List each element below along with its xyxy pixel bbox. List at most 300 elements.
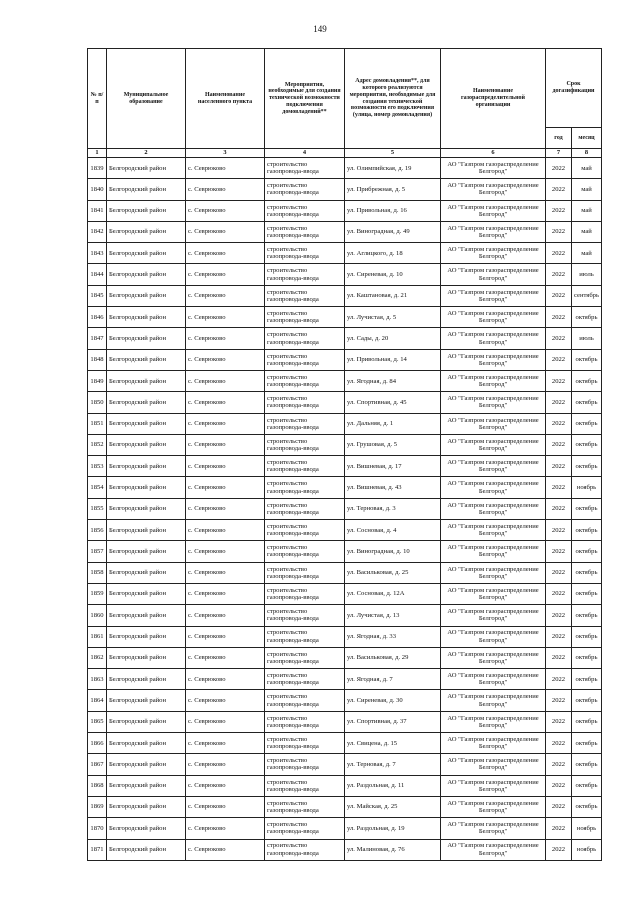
municipality-cell: Белгородский район [107,221,186,242]
address-cell: ул. Ягодная, д. 33 [345,626,441,647]
address-cell: ул. Олимпийская, д. 19 [345,158,441,179]
activity-cell: строительство газопровода-ввода [265,690,345,711]
year-cell: 2022 [546,818,572,839]
organization-cell: АО "Газпром газораспределение Белгород" [441,349,546,370]
table-row [88,158,602,179]
year-cell: 2022 [546,307,572,328]
year-cell: 2022 [546,434,572,455]
year-cell: 2022 [546,456,572,477]
row-number: 1842 [88,221,107,242]
table-row [88,434,602,455]
header-settlement: Наименование населенного пункта [186,49,265,149]
settlement-cell: с. Севрюково [186,754,265,775]
address-cell: ул. Ягодная, д. 84 [345,370,441,391]
header-deadline: Срок догазификации [546,49,602,128]
year-cell: 2022 [546,839,572,860]
settlement-cell: с. Севрюково [186,541,265,562]
month-cell: октябрь [572,690,602,711]
organization-cell: АО "Газпром газораспределение Белгород" [441,796,546,817]
address-cell: ул. Майская, д. 25 [345,796,441,817]
header-activity: Мероприятия, необходимые для создания технической возможности подключения домовладений** [265,49,345,149]
activity-cell: строительство газопровода-ввода [265,498,345,519]
address-cell: ул. Грушовая, д. 5 [345,434,441,455]
row-number: 1851 [88,413,107,434]
address-cell: ул. Лучистая, д. 5 [345,307,441,328]
settlement-cell: с. Севрюково [186,605,265,626]
address-cell: ул. Сосновая, д. 4 [345,520,441,541]
organization-cell: АО "Газпром газораспределение Белгород" [441,626,546,647]
municipality-cell: Белгородский район [107,754,186,775]
settlement-cell: с. Севрюково [186,307,265,328]
organization-cell: АО "Газпром газораспределение Белгород" [441,498,546,519]
row-number: 1861 [88,626,107,647]
settlement-cell: с. Севрюково [186,690,265,711]
activity-cell: строительство газопровода-ввода [265,583,345,604]
address-cell: ул. Каштановая, д. 21 [345,285,441,306]
address-cell: ул. Малиновая, д. 76 [345,839,441,860]
organization-cell: АО "Газпром газораспределение Белгород" [441,520,546,541]
column-number: 4 [265,149,345,158]
year-cell: 2022 [546,647,572,668]
organization-cell: АО "Газпром газораспределение Белгород" [441,711,546,732]
table-row [88,392,602,413]
activity-cell: строительство газопровода-ввода [265,520,345,541]
row-number: 1863 [88,669,107,690]
month-cell: ноябрь [572,839,602,860]
column-number: 8 [572,149,602,158]
month-cell: май [572,179,602,200]
municipality-cell: Белгородский район [107,839,186,860]
row-number: 1852 [88,434,107,455]
municipality-cell: Белгородский район [107,370,186,391]
row-number: 1858 [88,562,107,583]
municipality-cell: Белгородский район [107,818,186,839]
table-row [88,520,602,541]
month-cell: октябрь [572,307,602,328]
header-num: № п/п [88,49,107,149]
month-cell: октябрь [572,605,602,626]
table-row [88,690,602,711]
row-number: 1865 [88,711,107,732]
table-row [88,285,602,306]
header-year: год [546,128,572,149]
activity-cell: строительство газопровода-ввода [265,647,345,668]
table-row [88,370,602,391]
row-number: 1869 [88,796,107,817]
address-cell: ул. Васильковая, д. 25 [345,562,441,583]
organization-cell: АО "Газпром газораспределение Белгород" [441,839,546,860]
municipality-cell: Белгородский район [107,669,186,690]
address-cell: ул. Спортивная, д. 37 [345,711,441,732]
month-cell: октябрь [572,754,602,775]
row-number: 1847 [88,328,107,349]
settlement-cell: с. Севрюково [186,328,265,349]
organization-cell: АО "Газпром газораспределение Белгород" [441,264,546,285]
address-cell: ул. Аглицкого, д. 18 [345,243,441,264]
activity-cell: строительство газопровода-ввода [265,370,345,391]
activity-cell: строительство газопровода-ввода [265,243,345,264]
table-row [88,328,602,349]
address-cell: ул. Сосновая, д. 12А [345,583,441,604]
month-cell: ноябрь [572,477,602,498]
month-cell: сентябрь [572,285,602,306]
organization-cell: АО "Газпром газораспределение Белгород" [441,200,546,221]
row-number: 1856 [88,520,107,541]
organization-cell: АО "Газпром газораспределение Белгород" [441,775,546,796]
activity-cell: строительство газопровода-ввода [265,605,345,626]
organization-cell: АО "Газпром газораспределение Белгород" [441,541,546,562]
organization-cell: АО "Газпром газораспределение Белгород" [441,434,546,455]
activity-cell: строительство газопровода-ввода [265,392,345,413]
settlement-cell: с. Севрюково [186,179,265,200]
settlement-cell: с. Севрюково [186,583,265,604]
organization-cell: АО "Газпром газораспределение Белгород" [441,754,546,775]
municipality-cell: Белгородский район [107,413,186,434]
month-cell: октябрь [572,370,602,391]
address-cell: ул. Вишневая, д. 43 [345,477,441,498]
organization-cell: АО "Газпром газораспределение Белгород" [441,221,546,242]
month-cell: октябрь [572,413,602,434]
row-number: 1853 [88,456,107,477]
table-row [88,626,602,647]
table-row [88,562,602,583]
settlement-cell: с. Севрюково [186,520,265,541]
municipality-cell: Белгородский район [107,392,186,413]
settlement-cell: с. Севрюково [186,818,265,839]
address-cell: ул. Ягодная, д. 7 [345,669,441,690]
address-cell: ул. Вишневая, д. 17 [345,456,441,477]
address-cell: ул. Терновая, д. 3 [345,498,441,519]
year-cell: 2022 [546,754,572,775]
column-number: 2 [107,149,186,158]
municipality-cell: Белгородский район [107,562,186,583]
month-cell: октябрь [572,669,602,690]
table-row [88,243,602,264]
year-cell: 2022 [546,605,572,626]
address-cell: ул. Терновая, д. 7 [345,754,441,775]
month-cell: октябрь [572,434,602,455]
year-cell: 2022 [546,392,572,413]
year-cell: 2022 [546,179,572,200]
activity-cell: строительство газопровода-ввода [265,328,345,349]
row-number: 1849 [88,370,107,391]
municipality-cell: Белгородский район [107,285,186,306]
municipality-cell: Белгородский район [107,200,186,221]
municipality-cell: Белгородский район [107,711,186,732]
municipality-cell: Белгородский район [107,477,186,498]
municipality-cell: Белгородский район [107,583,186,604]
municipality-cell: Белгородский район [107,775,186,796]
activity-cell: строительство газопровода-ввода [265,264,345,285]
activity-cell: строительство газопровода-ввода [265,456,345,477]
month-cell: октябрь [572,392,602,413]
year-cell: 2022 [546,158,572,179]
municipality-cell: Белгородский район [107,349,186,370]
row-number: 1846 [88,307,107,328]
address-cell: ул. Сиреневая, д. 10 [345,264,441,285]
row-number: 1855 [88,498,107,519]
row-number: 1850 [88,392,107,413]
organization-cell: АО "Газпром газораспределение Белгород" [441,158,546,179]
month-cell: июль [572,264,602,285]
month-cell: октябрь [572,541,602,562]
table-row [88,498,602,519]
row-number: 1868 [88,775,107,796]
municipality-cell: Белгородский район [107,626,186,647]
activity-cell: строительство газопровода-ввода [265,626,345,647]
activity-cell: строительство газопровода-ввода [265,307,345,328]
month-cell: октябрь [572,583,602,604]
table-row [88,179,602,200]
table-row [88,839,602,860]
municipality-cell: Белгородский район [107,179,186,200]
month-cell: октябрь [572,711,602,732]
table-row [88,818,602,839]
address-cell: ул. Сады, д. 20 [345,328,441,349]
month-cell: май [572,221,602,242]
year-cell: 2022 [546,370,572,391]
settlement-cell: с. Севрюково [186,413,265,434]
municipality-cell: Белгородский район [107,328,186,349]
column-number: 7 [546,149,572,158]
address-cell: ул. Виноградная, д. 49 [345,221,441,242]
organization-cell: АО "Газпром газораспределение Белгород" [441,605,546,626]
settlement-cell: с. Севрюково [186,200,265,221]
settlement-cell: с. Севрюково [186,456,265,477]
municipality-cell: Белгородский район [107,520,186,541]
settlement-cell: с. Севрюково [186,562,265,583]
year-cell: 2022 [546,328,572,349]
address-cell: ул. Виноградная, д. 10 [345,541,441,562]
municipality-cell: Белгородский район [107,307,186,328]
year-cell: 2022 [546,349,572,370]
row-number: 1862 [88,647,107,668]
settlement-cell: с. Севрюково [186,477,265,498]
table-row [88,605,602,626]
table-row [88,413,602,434]
month-cell: октябрь [572,456,602,477]
municipality-cell: Белгородский район [107,541,186,562]
year-cell: 2022 [546,775,572,796]
organization-cell: АО "Газпром газораспределение Белгород" [441,647,546,668]
organization-cell: АО "Газпром газораспределение Белгород" [441,733,546,754]
month-cell: июль [572,328,602,349]
organization-cell: АО "Газпром газораспределение Белгород" [441,690,546,711]
activity-cell: строительство газопровода-ввода [265,733,345,754]
month-cell: октябрь [572,647,602,668]
organization-cell: АО "Газпром газораспределение Белгород" [441,370,546,391]
row-number: 1864 [88,690,107,711]
column-number: 6 [441,149,546,158]
row-number: 1839 [88,158,107,179]
table-row [88,456,602,477]
year-cell: 2022 [546,221,572,242]
activity-cell: строительство газопровода-ввода [265,477,345,498]
activity-cell: строительство газопровода-ввода [265,434,345,455]
municipality-cell: Белгородский район [107,605,186,626]
settlement-cell: с. Севрюково [186,775,265,796]
table-row [88,307,602,328]
row-number: 1845 [88,285,107,306]
column-number: 3 [186,149,265,158]
settlement-cell: с. Севрюково [186,796,265,817]
table-row [88,733,602,754]
settlement-cell: с. Севрюково [186,392,265,413]
year-cell: 2022 [546,711,572,732]
table-row [88,796,602,817]
month-cell: май [572,158,602,179]
year-cell: 2022 [546,733,572,754]
row-number: 1857 [88,541,107,562]
header-organization: Наименование газораспределительной организации [441,49,546,149]
month-cell: октябрь [572,520,602,541]
month-cell: октябрь [572,626,602,647]
address-cell: ул. Васильковая, д. 29 [345,647,441,668]
settlement-cell: с. Севрюково [186,434,265,455]
settlement-cell: с. Севрюково [186,711,265,732]
row-number: 1859 [88,583,107,604]
organization-cell: АО "Газпром газораспределение Белгород" [441,477,546,498]
municipality-cell: Белгородский район [107,690,186,711]
year-cell: 2022 [546,541,572,562]
activity-cell: строительство газопровода-ввода [265,285,345,306]
activity-cell: строительство газопровода-ввода [265,775,345,796]
month-cell: май [572,200,602,221]
organization-cell: АО "Газпром газораспределение Белгород" [441,328,546,349]
column-number-row [88,149,602,158]
organization-cell: АО "Газпром газораспределение Белгород" [441,583,546,604]
column-number: 5 [345,149,441,158]
activity-cell: строительство газопровода-ввода [265,158,345,179]
header-municipality: Муниципальное образование [107,49,186,149]
settlement-cell: с. Севрюково [186,158,265,179]
address-cell: ул. Раздольная, д. 19 [345,818,441,839]
row-number: 1860 [88,605,107,626]
settlement-cell: с. Севрюково [186,264,265,285]
address-cell: ул. Спортивная, д. 45 [345,392,441,413]
address-cell: ул. Привольная, д. 14 [345,349,441,370]
year-cell: 2022 [546,520,572,541]
year-cell: 2022 [546,562,572,583]
settlement-cell: с. Севрюково [186,839,265,860]
table-row [88,264,602,285]
activity-cell: строительство газопровода-ввода [265,541,345,562]
settlement-cell: с. Севрюково [186,370,265,391]
organization-cell: АО "Газпром газораспределение Белгород" [441,413,546,434]
settlement-cell: с. Севрюково [186,733,265,754]
organization-cell: АО "Газпром газораспределение Белгород" [441,392,546,413]
municipality-cell: Белгородский район [107,456,186,477]
year-cell: 2022 [546,413,572,434]
table-row [88,541,602,562]
activity-cell: строительство газопровода-ввода [265,221,345,242]
organization-cell: АО "Газпром газораспределение Белгород" [441,818,546,839]
row-number: 1843 [88,243,107,264]
activity-cell: строительство газопровода-ввода [265,562,345,583]
year-cell: 2022 [546,477,572,498]
month-cell: октябрь [572,796,602,817]
table-row [88,221,602,242]
organization-cell: АО "Газпром газораспределение Белгород" [441,307,546,328]
month-cell: май [572,243,602,264]
activity-cell: строительство газопровода-ввода [265,413,345,434]
settlement-cell: с. Севрюково [186,349,265,370]
row-number: 1848 [88,349,107,370]
activity-cell: строительство газопровода-ввода [265,179,345,200]
month-cell: октябрь [572,775,602,796]
activity-cell: строительство газопровода-ввода [265,200,345,221]
settlement-cell: с. Севрюково [186,498,265,519]
settlement-cell: с. Севрюково [186,243,265,264]
table-row [88,711,602,732]
address-cell: ул. Свицена, д. 15 [345,733,441,754]
municipality-cell: Белгородский район [107,243,186,264]
municipality-cell: Белгородский район [107,647,186,668]
row-number: 1870 [88,818,107,839]
table-row [88,349,602,370]
row-number: 1844 [88,264,107,285]
municipality-cell: Белгородский район [107,498,186,519]
address-cell: ул. Дальняя, д. 1 [345,413,441,434]
activity-cell: строительство газопровода-ввода [265,669,345,690]
organization-cell: АО "Газпром газораспределение Белгород" [441,456,546,477]
year-cell: 2022 [546,285,572,306]
organization-cell: АО "Газпром газораспределение Белгород" [441,179,546,200]
organization-cell: АО "Газпром газораспределение Белгород" [441,562,546,583]
row-number: 1854 [88,477,107,498]
month-cell: октябрь [572,498,602,519]
table-row [88,669,602,690]
municipality-cell: Белгородский район [107,264,186,285]
year-cell: 2022 [546,583,572,604]
year-cell: 2022 [546,796,572,817]
table-row [88,477,602,498]
month-cell: октябрь [572,733,602,754]
address-cell: ул. Раздольная, д. 11 [345,775,441,796]
activity-cell: строительство газопровода-ввода [265,839,345,860]
year-cell: 2022 [546,626,572,647]
row-number: 1867 [88,754,107,775]
settlement-cell: с. Севрюково [186,647,265,668]
table-row [88,647,602,668]
municipality-cell: Белгородский район [107,796,186,817]
month-cell: октябрь [572,562,602,583]
activity-cell: строительство газопровода-ввода [265,796,345,817]
municipality-cell: Белгородский район [107,733,186,754]
gasification-table [87,48,602,861]
activity-cell: строительство газопровода-ввода [265,754,345,775]
column-number: 1 [88,149,107,158]
activity-cell: строительство газопровода-ввода [265,818,345,839]
settlement-cell: с. Севрюково [186,669,265,690]
activity-cell: строительство газопровода-ввода [265,349,345,370]
month-cell: ноябрь [572,818,602,839]
address-cell: ул. Сиреневая, д. 30 [345,690,441,711]
year-cell: 2022 [546,690,572,711]
municipality-cell: Белгородский район [107,434,186,455]
header-month: месяц [572,128,602,149]
year-cell: 2022 [546,264,572,285]
page-number: 149 [313,24,327,34]
address-cell: ул. Привольная, д. 16 [345,200,441,221]
table-row [88,200,602,221]
organization-cell: АО "Газпром газораспределение Белгород" [441,669,546,690]
settlement-cell: с. Севрюково [186,285,265,306]
settlement-cell: с. Севрюково [186,626,265,647]
row-number: 1871 [88,839,107,860]
header-address: Адрес домовладения**, для которого реализуются мероприятия, необходимые для создания технической возможности его подключения (улица, номер домовладения) [345,49,441,149]
row-number: 1866 [88,733,107,754]
